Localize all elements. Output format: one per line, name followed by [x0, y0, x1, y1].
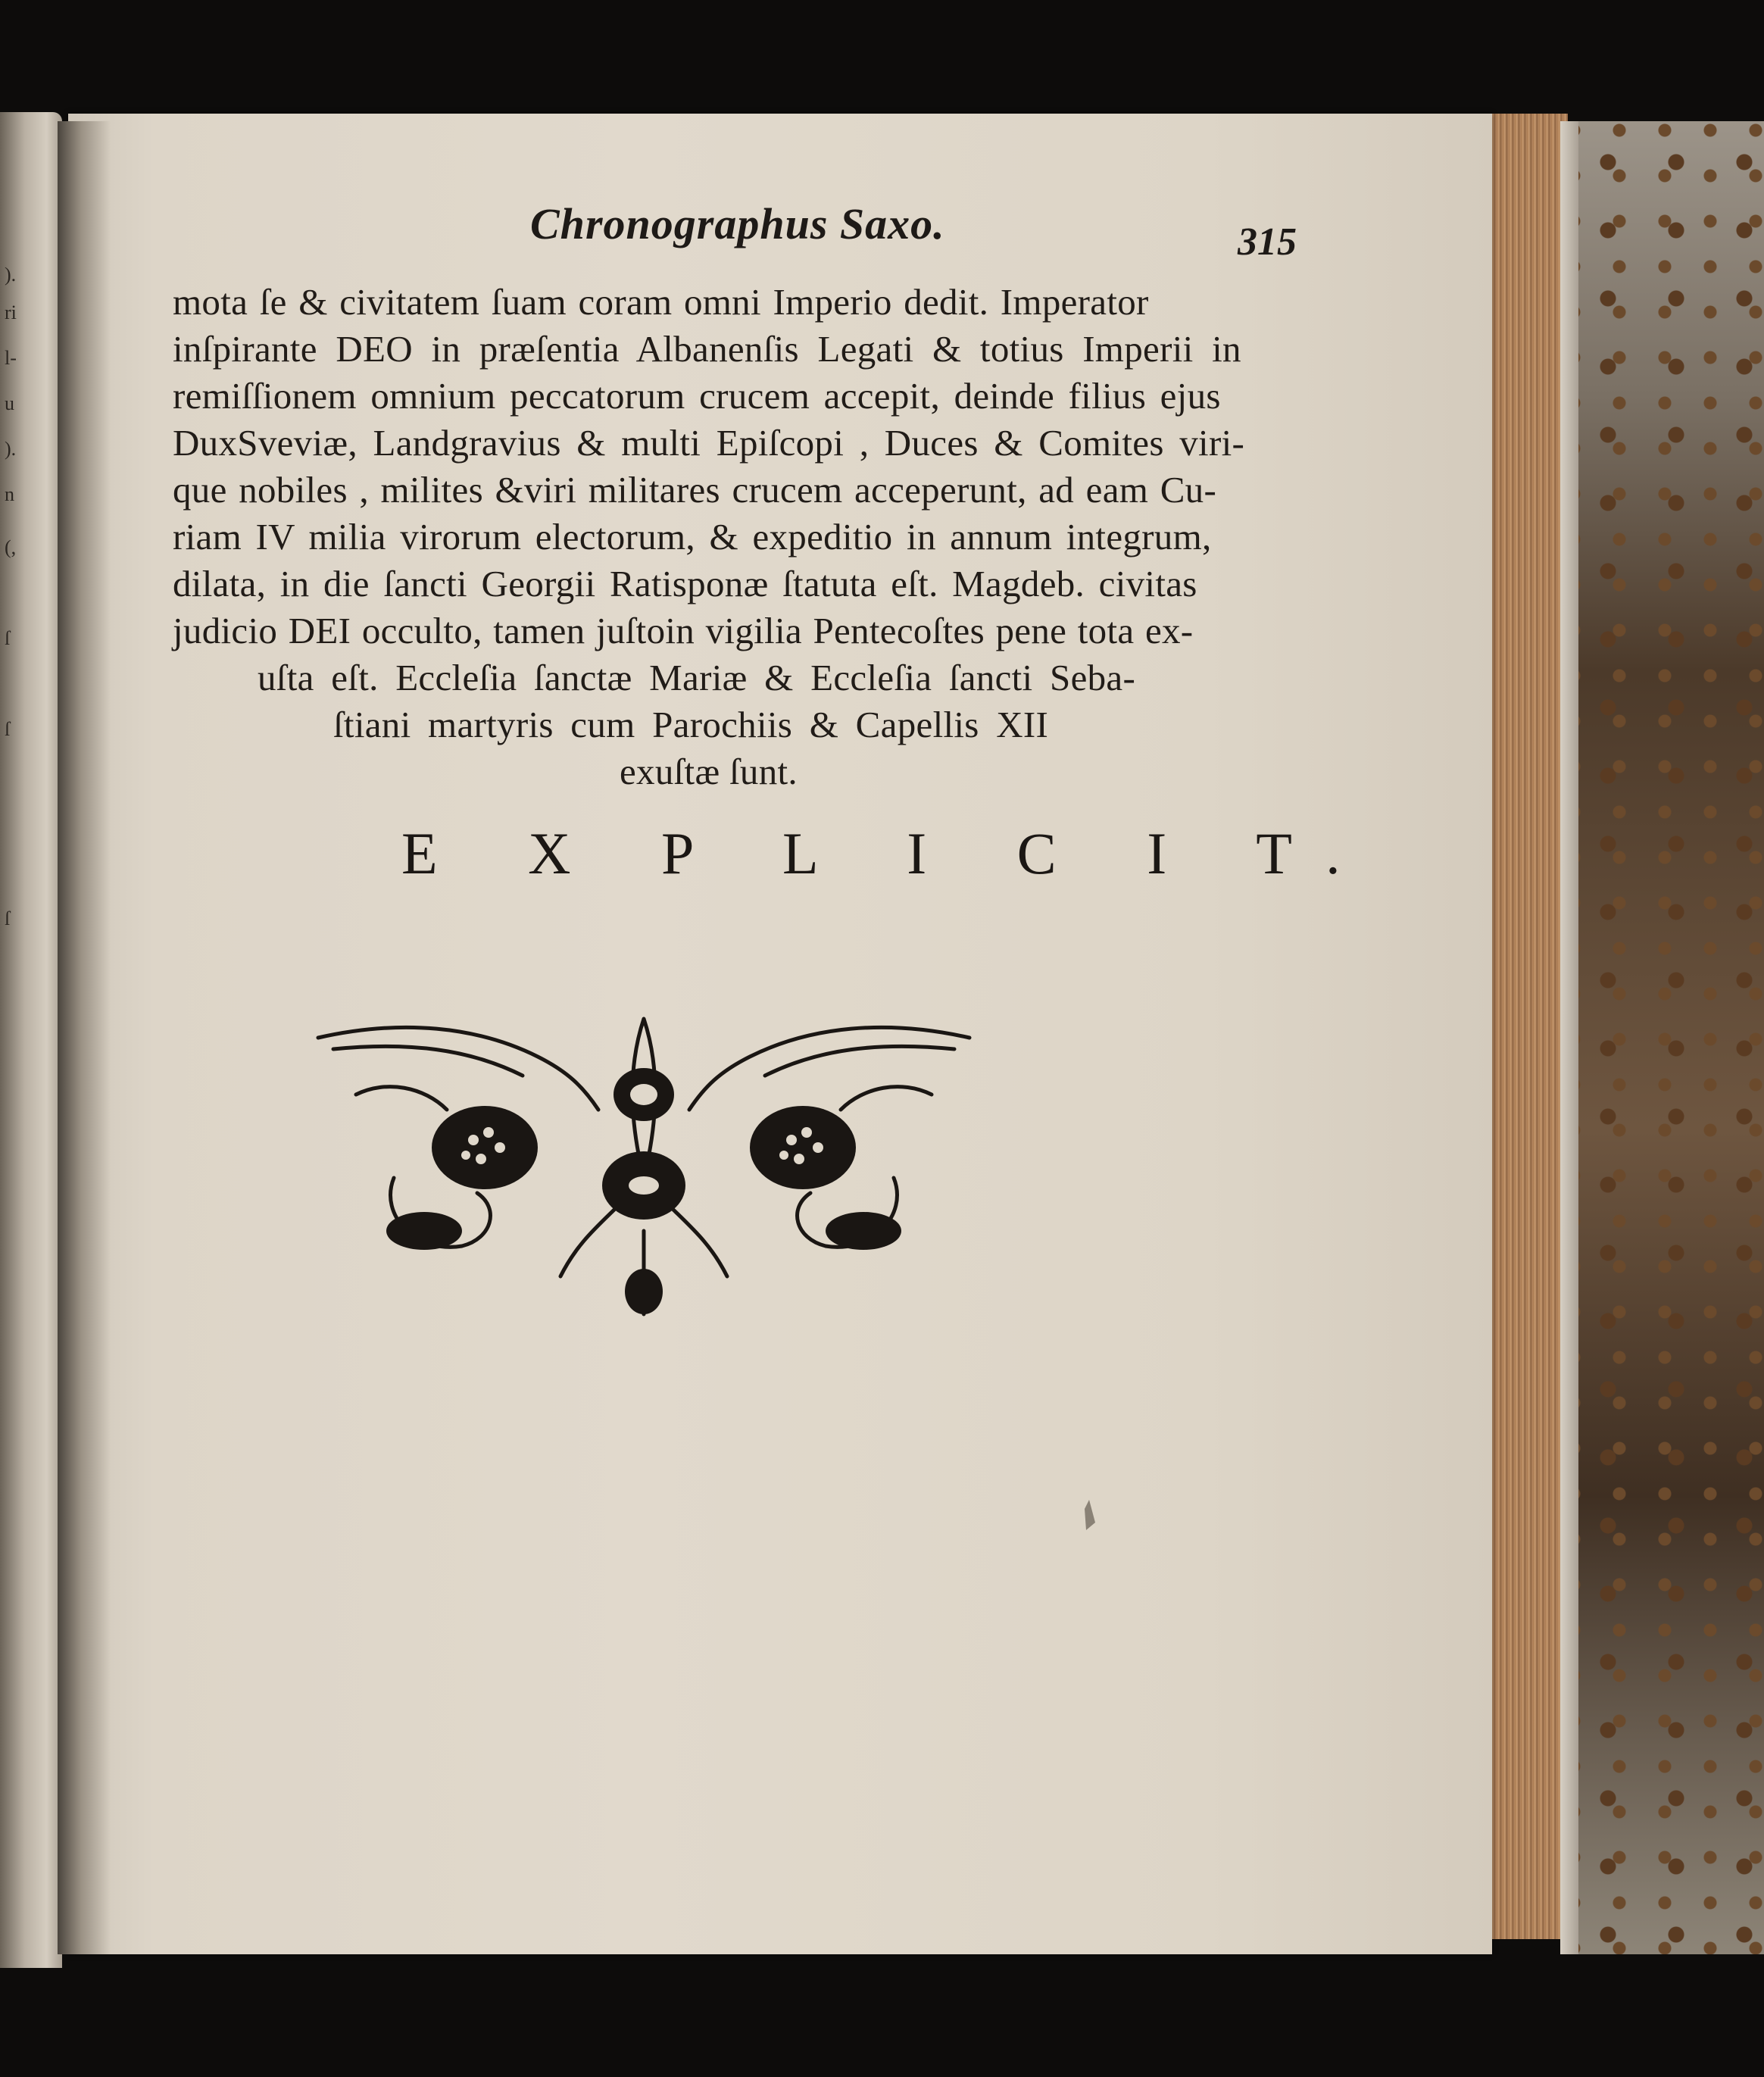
body-line: DuxSveviæ, Landgravius & multi Epiſcopi , Duces & Comites viri- [173, 422, 1245, 464]
cover-edge [1560, 121, 1578, 1954]
left-page-mark: u [5, 392, 14, 414]
body-line: que nobiles , milites &viri militares crucem acceperunt, ad eam Cu- [173, 469, 1217, 511]
explicit-heading: E X P L I C I T. [401, 820, 1378, 886]
body-line: uſta eſt. Eccleſia ſanctæ Mariæ & Eccleſia ſancti Seba- [258, 657, 1136, 698]
woodcut-ornament-vignette [311, 1004, 977, 1322]
left-page-mark: (, [5, 536, 17, 558]
gutter-shadow [58, 121, 111, 1954]
body-line: riam IV milia virorum electorum, & expeditio in annum integrum, [173, 516, 1212, 558]
left-page-mark: ). [5, 438, 17, 460]
body-line: inſpirante DEO in præſentia Albanenſis Legati & totius Imperii in [173, 328, 1241, 370]
page-edges [1485, 114, 1568, 1939]
left-page-mark: n [5, 483, 14, 505]
book-cover-board [1560, 121, 1764, 1954]
body-line: remiſſionem omnium peccatorum crucem accepit, deinde filius ejus [173, 375, 1221, 417]
body-line: dilata, in die ſancti Georgii Ratisponæ ſtatuta eſt. Magdeb. civitas [173, 563, 1197, 604]
left-page-mark: ſ [5, 718, 11, 740]
left-page-mark: ). [5, 264, 17, 286]
body-line: ſtiani martyris cum Parochiis & Capellis XII [333, 704, 1049, 745]
left-page-mark: ſ [5, 627, 11, 649]
running-head: Chronographus Saxo. [530, 199, 945, 248]
paper-fleck [1082, 1500, 1097, 1530]
body-line: exuſtæ ſunt. [620, 751, 798, 792]
page-number: 315 [1238, 220, 1297, 264]
left-page-mark: ſ [5, 907, 11, 929]
left-page-mark: ri [5, 301, 17, 323]
left-page-mark: l- [5, 347, 17, 369]
left-facing-page [0, 112, 62, 1968]
body-line: mota ſe & civitatem ſuam coram omni Imperio dedit. Imperator [173, 281, 1149, 323]
body-line: judicio DEI occulto, tamen juſtoin vigilia Pentecoſtes pene tota ex- [173, 610, 1194, 651]
